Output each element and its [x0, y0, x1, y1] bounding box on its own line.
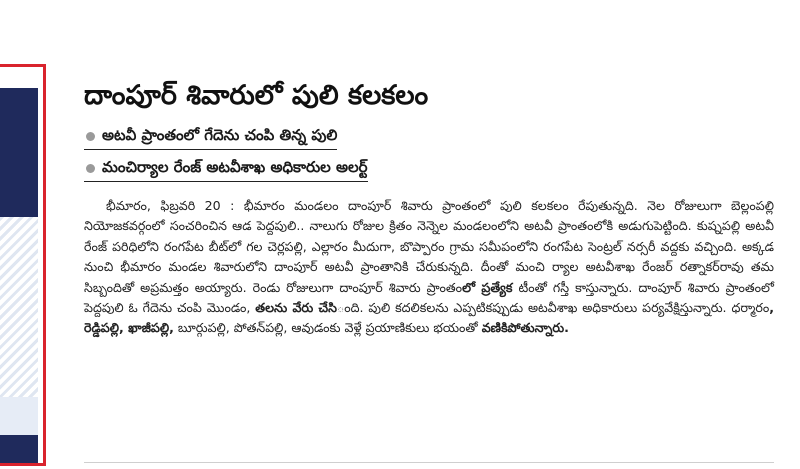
news-article	[84, 78, 774, 339]
adjacent-hatched-area	[0, 217, 38, 397]
subheading-text: అటవీ ప్రాంతంలో గేదెను చంపి తిన్న పులి	[102, 126, 338, 144]
article-paragraph: భీమారం, ఫిబ్రవరి 20 : భీమారం మండలం దాంపూర్ శివారు ప్రాంతంలో పులి కలకలం రేపుతున్నది. నెల రోజులుగా బెల్లంపల్లి నియోజకవర్గంలో సంచరించిన ఆడ పెద్దపులి.. నాలుగు రోజుల క్రితం నెన్నెల మండలంలోని అటవీ ప్రాంతంలోకి అడుగుపెట్టింది. కుష్నపల్లి అటవీ రేంజ్ పరిధిలోని రంగపేట బీట్‌లో గల చెర్లపల్లి, ఎల్లారం మీదుగా, బొప్పారం గ్రామ సమీపంలోని రంగపేట సెంట్రల్ నర్సరీ వద్దకు వచ్చింది. అక్కడ నుంచి భీమారం మండల శివారులోని దాంపూర్ అటవీ ప్రాంతానికి చేరుకున్నది. దీంతో మంచి ర్యాల అటవీశాఖ రేంజర్ రత్నాకర్‌రావు తమ సిబ్బందితో అప్రమత్తం అయ్యారు. రెండు రోజులుగా దాంపూర్ శివారు ప్రాంతంలో ప్రత్యేక టీంతో గస్తీ కాస్తున్నారు. దాంపూర్ శివారు ప్రాంతంలో పెద్దపులి ఓ గేదెను చంపి మొండం, తలను వేరు చేసింది. పులి కదలికలను ఎప్పటికప్పుడు అటవీశాఖ అధికారులు పర్యవేక్షిస్తున్నారు. ధర్మారం, రెడ్డిపల్లి, ఖాజీపల్లి, బూర్గుపల్లి, పోతన్‌పల్లి, ఆవుడంకు వెళ్లే ప్రయాణికులు భయంతో వణికిపోతున్నారు.	[84, 198, 774, 336]
subheading-2	[84, 156, 774, 188]
adjacent-light-block	[0, 397, 38, 435]
article-headline: దాంపూర్ శివారులో పులి కలకలం	[84, 80, 429, 111]
article-body	[84, 196, 774, 339]
subheading-1	[84, 124, 774, 156]
adjacent-column-frame	[0, 64, 46, 466]
adjacent-navy-block	[0, 88, 38, 217]
bullet-dot-icon	[86, 164, 95, 173]
bullet-dot-icon	[86, 132, 95, 141]
subheading-text: మంచిర్యాల రేంజ్ అటవీశాఖ అధికారుల అలర్ట్	[102, 158, 368, 176]
adjacent-navy-footer	[0, 435, 38, 465]
article-bottom-rule	[84, 462, 774, 463]
